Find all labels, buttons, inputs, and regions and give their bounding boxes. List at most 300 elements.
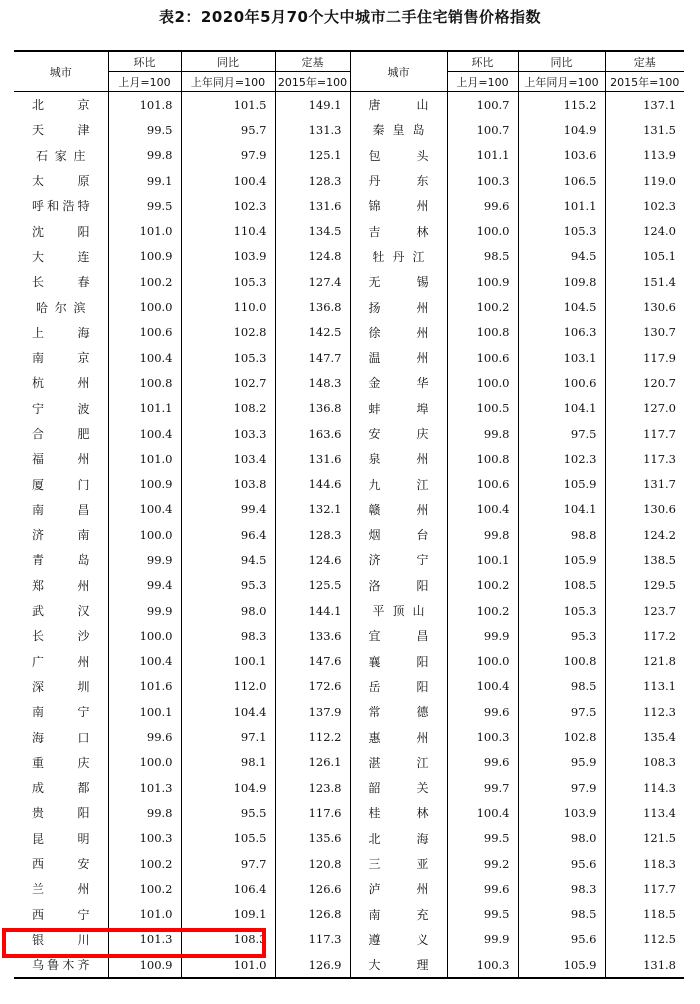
base-value: 131.6 xyxy=(275,446,350,471)
city-name: 长春 xyxy=(14,269,108,294)
base-value: 135.4 xyxy=(605,724,684,749)
city-name: 岳阳 xyxy=(350,674,447,699)
yoy-value: 101.1 xyxy=(518,193,605,218)
yoy-value: 105.3 xyxy=(518,218,605,243)
mom-value: 100.4 xyxy=(108,345,181,370)
base-value: 118.5 xyxy=(605,902,684,927)
city-name: 唐山 xyxy=(350,92,447,118)
table-row xyxy=(14,497,684,522)
city-name: 银川 xyxy=(14,927,108,952)
yoy-value: 95.6 xyxy=(518,851,605,876)
city-name: 南京 xyxy=(14,345,108,370)
header-yoy-sub: 上年同月=100 xyxy=(181,72,275,92)
city-name: 大连 xyxy=(14,244,108,269)
mom-value: 99.6 xyxy=(447,699,518,724)
yoy-value: 106.5 xyxy=(518,168,605,193)
city-name: 海口 xyxy=(14,724,108,749)
base-value: 117.7 xyxy=(605,421,684,446)
yoy-value: 102.8 xyxy=(181,320,275,345)
base-value: 113.4 xyxy=(605,800,684,825)
city-name: 三亚 xyxy=(350,851,447,876)
city-name: 秦皇岛 xyxy=(350,117,447,142)
table-body xyxy=(14,92,684,979)
mom-value: 101.0 xyxy=(108,446,181,471)
yoy-value: 95.7 xyxy=(181,117,275,142)
base-value: 117.3 xyxy=(275,927,350,952)
header-city: 城市 xyxy=(14,51,108,92)
city-name: 哈尔滨 xyxy=(14,294,108,319)
city-name: 西宁 xyxy=(14,902,108,927)
base-value: 117.6 xyxy=(275,800,350,825)
city-name: 济宁 xyxy=(350,547,447,572)
city-name: 南昌 xyxy=(14,497,108,522)
yoy-value: 105.3 xyxy=(518,598,605,623)
base-value: 117.3 xyxy=(605,446,684,471)
mom-value: 100.2 xyxy=(447,294,518,319)
base-value: 120.8 xyxy=(275,851,350,876)
mom-value: 100.4 xyxy=(447,674,518,699)
base-value: 131.8 xyxy=(605,952,684,978)
yoy-value: 105.3 xyxy=(181,345,275,370)
base-value: 117.2 xyxy=(605,623,684,648)
city-name: 大理 xyxy=(350,952,447,978)
yoy-value: 104.1 xyxy=(518,497,605,522)
base-value: 144.6 xyxy=(275,471,350,496)
base-value: 124.0 xyxy=(605,218,684,243)
base-value: 136.8 xyxy=(275,294,350,319)
mom-value: 99.6 xyxy=(447,876,518,901)
city-name: 锦州 xyxy=(350,193,447,218)
base-value: 130.7 xyxy=(605,320,684,345)
page-title: 表2：2020年5月70个大中城市二手住宅销售价格指数 xyxy=(159,8,541,26)
base-value: 130.6 xyxy=(605,497,684,522)
yoy-value: 106.4 xyxy=(181,876,275,901)
city-name: 烟台 xyxy=(350,522,447,547)
header-base: 定基 xyxy=(275,51,350,72)
base-value: 120.7 xyxy=(605,370,684,395)
mom-value: 100.3 xyxy=(447,952,518,978)
yoy-value: 103.9 xyxy=(518,800,605,825)
yoy-value: 97.5 xyxy=(518,699,605,724)
mom-value: 100.0 xyxy=(108,750,181,775)
mom-value: 100.9 xyxy=(108,952,181,978)
header-yoy: 同比 xyxy=(181,51,275,72)
yoy-value: 100.1 xyxy=(181,649,275,674)
yoy-value: 100.6 xyxy=(518,370,605,395)
base-value: 147.6 xyxy=(275,649,350,674)
base-value: 128.3 xyxy=(275,168,350,193)
mom-value: 99.6 xyxy=(447,193,518,218)
mom-value: 100.6 xyxy=(108,320,181,345)
yoy-value: 105.9 xyxy=(518,952,605,978)
base-value: 127.4 xyxy=(275,269,350,294)
base-value: 133.6 xyxy=(275,623,350,648)
table-row xyxy=(14,193,684,218)
base-value: 131.6 xyxy=(275,193,350,218)
table-row xyxy=(14,674,684,699)
city-name: 上海 xyxy=(14,320,108,345)
table-row xyxy=(14,92,684,118)
base-value: 121.8 xyxy=(605,649,684,674)
city-name: 武汉 xyxy=(14,598,108,623)
mom-value: 99.8 xyxy=(447,421,518,446)
mom-value: 99.8 xyxy=(447,522,518,547)
table-row xyxy=(14,876,684,901)
header-mom: 环比 xyxy=(447,51,518,72)
city-name: 北海 xyxy=(350,826,447,851)
city-name: 赣州 xyxy=(350,497,447,522)
header-yoy: 同比 xyxy=(518,51,605,72)
mom-value: 100.1 xyxy=(108,699,181,724)
city-name: 徐州 xyxy=(350,320,447,345)
yoy-value: 102.8 xyxy=(518,724,605,749)
table-row xyxy=(14,699,684,724)
yoy-value: 102.7 xyxy=(181,370,275,395)
yoy-value: 98.0 xyxy=(181,598,275,623)
mom-value: 101.6 xyxy=(108,674,181,699)
yoy-value: 109.8 xyxy=(518,269,605,294)
mom-value: 100.6 xyxy=(447,345,518,370)
yoy-value: 109.1 xyxy=(181,902,275,927)
city-name: 扬州 xyxy=(350,294,447,319)
table-row xyxy=(14,598,684,623)
table-row xyxy=(14,345,684,370)
mom-value: 100.2 xyxy=(108,851,181,876)
base-value: 124.2 xyxy=(605,522,684,547)
city-name: 宜昌 xyxy=(350,623,447,648)
base-value: 127.0 xyxy=(605,396,684,421)
base-value: 108.3 xyxy=(605,750,684,775)
mom-value: 100.2 xyxy=(447,598,518,623)
base-value: 102.3 xyxy=(605,193,684,218)
mom-value: 100.3 xyxy=(447,168,518,193)
base-value: 137.1 xyxy=(605,92,684,118)
table-row xyxy=(14,902,684,927)
yoy-value: 103.1 xyxy=(518,345,605,370)
yoy-value: 108.3 xyxy=(181,927,275,952)
yoy-value: 105.9 xyxy=(518,471,605,496)
city-name: 石家庄 xyxy=(14,143,108,168)
mom-value: 101.3 xyxy=(108,775,181,800)
mom-value: 100.9 xyxy=(108,244,181,269)
mom-value: 101.0 xyxy=(108,902,181,927)
mom-value: 99.7 xyxy=(447,775,518,800)
table-row xyxy=(14,800,684,825)
city-name: 福州 xyxy=(14,446,108,471)
table-row xyxy=(14,269,684,294)
yoy-value: 103.9 xyxy=(181,244,275,269)
mom-value: 100.7 xyxy=(447,92,518,118)
base-value: 113.1 xyxy=(605,674,684,699)
base-value: 151.4 xyxy=(605,269,684,294)
base-value: 105.1 xyxy=(605,244,684,269)
base-value: 125.5 xyxy=(275,573,350,598)
yoy-value: 97.9 xyxy=(181,143,275,168)
city-name: 吉林 xyxy=(350,218,447,243)
table-row xyxy=(14,370,684,395)
city-name: 成都 xyxy=(14,775,108,800)
base-value: 137.9 xyxy=(275,699,350,724)
table-row xyxy=(14,952,684,978)
yoy-value: 99.4 xyxy=(181,497,275,522)
mom-value: 99.8 xyxy=(108,800,181,825)
header-base-sub: 2015年=100 xyxy=(275,72,350,92)
yoy-value: 98.8 xyxy=(518,522,605,547)
base-value: 126.9 xyxy=(275,952,350,978)
table-row xyxy=(14,421,684,446)
mom-value: 99.5 xyxy=(447,902,518,927)
mom-value: 100.0 xyxy=(108,294,181,319)
base-value: 163.6 xyxy=(275,421,350,446)
mom-value: 99.9 xyxy=(108,598,181,623)
header-yoy-sub: 上年同月=100 xyxy=(518,72,605,92)
table-row xyxy=(14,851,684,876)
mom-value: 101.0 xyxy=(108,218,181,243)
mom-value: 99.9 xyxy=(447,927,518,952)
yoy-value: 102.3 xyxy=(518,446,605,471)
base-value: 112.2 xyxy=(275,724,350,749)
mom-value: 99.5 xyxy=(108,117,181,142)
city-name: 北京 xyxy=(14,92,108,118)
base-value: 118.3 xyxy=(605,851,684,876)
yoy-value: 96.4 xyxy=(181,522,275,547)
yoy-value: 100.8 xyxy=(518,649,605,674)
base-value: 113.9 xyxy=(605,143,684,168)
city-name: 青岛 xyxy=(14,547,108,572)
mom-value: 101.1 xyxy=(447,143,518,168)
mom-value: 100.3 xyxy=(447,724,518,749)
yoy-value: 105.3 xyxy=(181,269,275,294)
mom-value: 100.2 xyxy=(447,573,518,598)
city-name: 合肥 xyxy=(14,421,108,446)
yoy-value: 104.9 xyxy=(518,117,605,142)
base-value: 126.6 xyxy=(275,876,350,901)
mom-value: 100.4 xyxy=(108,497,181,522)
mom-value: 100.0 xyxy=(447,370,518,395)
base-value: 114.3 xyxy=(605,775,684,800)
base-value: 129.5 xyxy=(605,573,684,598)
header-base: 定基 xyxy=(605,51,684,72)
base-value: 117.9 xyxy=(605,345,684,370)
yoy-value: 105.5 xyxy=(181,826,275,851)
yoy-value: 104.4 xyxy=(181,699,275,724)
city-name: 包头 xyxy=(350,143,447,168)
yoy-value: 94.5 xyxy=(518,244,605,269)
base-value: 112.3 xyxy=(605,699,684,724)
table-row xyxy=(14,218,684,243)
city-name: 温州 xyxy=(350,345,447,370)
base-value: 124.8 xyxy=(275,244,350,269)
yoy-value: 108.5 xyxy=(518,573,605,598)
mom-value: 100.1 xyxy=(447,547,518,572)
base-value: 138.5 xyxy=(605,547,684,572)
table-row xyxy=(14,649,684,674)
city-name: 蚌埠 xyxy=(350,396,447,421)
base-value: 147.7 xyxy=(275,345,350,370)
city-name: 深圳 xyxy=(14,674,108,699)
mom-value: 100.2 xyxy=(108,269,181,294)
base-value: 135.6 xyxy=(275,826,350,851)
city-name: 昆明 xyxy=(14,826,108,851)
city-name: 西安 xyxy=(14,851,108,876)
city-name: 南宁 xyxy=(14,699,108,724)
yoy-value: 104.1 xyxy=(518,396,605,421)
yoy-value: 110.4 xyxy=(181,218,275,243)
header-city: 城市 xyxy=(350,51,447,92)
table-row xyxy=(14,522,684,547)
base-value: 126.8 xyxy=(275,902,350,927)
mom-value: 100.7 xyxy=(447,117,518,142)
base-value: 136.8 xyxy=(275,396,350,421)
city-name: 襄阳 xyxy=(350,649,447,674)
table-row xyxy=(14,168,684,193)
base-value: 119.0 xyxy=(605,168,684,193)
yoy-value: 94.5 xyxy=(181,547,275,572)
city-name: 厦门 xyxy=(14,471,108,496)
table-row xyxy=(14,547,684,572)
city-name: 牡丹江 xyxy=(350,244,447,269)
city-name: 天津 xyxy=(14,117,108,142)
city-name: 呼和浩特 xyxy=(14,193,108,218)
yoy-value: 104.5 xyxy=(518,294,605,319)
yoy-value: 108.2 xyxy=(181,396,275,421)
table-row xyxy=(14,573,684,598)
table-row xyxy=(14,471,684,496)
yoy-value: 95.6 xyxy=(518,927,605,952)
header-mom-sub: 上月=100 xyxy=(447,72,518,92)
base-value: 124.6 xyxy=(275,547,350,572)
city-name: 郑州 xyxy=(14,573,108,598)
mom-value: 99.9 xyxy=(108,547,181,572)
base-value: 125.1 xyxy=(275,143,350,168)
yoy-value: 95.9 xyxy=(518,750,605,775)
mom-value: 100.0 xyxy=(108,623,181,648)
mom-value: 99.9 xyxy=(447,623,518,648)
yoy-value: 98.3 xyxy=(518,876,605,901)
mom-value: 101.8 xyxy=(108,92,181,118)
table-row xyxy=(14,396,684,421)
table-row xyxy=(14,724,684,749)
header-base-sub: 2015年=100 xyxy=(605,72,684,92)
city-name: 湛江 xyxy=(350,750,447,775)
mom-value: 100.4 xyxy=(447,497,518,522)
base-value: 126.1 xyxy=(275,750,350,775)
city-name: 遵义 xyxy=(350,927,447,952)
yoy-value: 104.9 xyxy=(181,775,275,800)
base-value: 117.7 xyxy=(605,876,684,901)
table-row xyxy=(14,294,684,319)
table-header xyxy=(14,51,684,92)
yoy-value: 98.5 xyxy=(518,902,605,927)
yoy-value: 102.3 xyxy=(181,193,275,218)
base-value: 142.5 xyxy=(275,320,350,345)
city-name: 泸州 xyxy=(350,876,447,901)
city-name: 南充 xyxy=(350,902,447,927)
mom-value: 100.0 xyxy=(447,649,518,674)
table-row xyxy=(14,775,684,800)
mom-value: 99.2 xyxy=(447,851,518,876)
yoy-value: 103.6 xyxy=(518,143,605,168)
mom-value: 100.4 xyxy=(108,649,181,674)
mom-value: 100.3 xyxy=(108,826,181,851)
city-name: 丹东 xyxy=(350,168,447,193)
base-value: 149.1 xyxy=(275,92,350,118)
base-value: 131.3 xyxy=(275,117,350,142)
mom-value: 100.8 xyxy=(447,320,518,345)
yoy-value: 95.3 xyxy=(181,573,275,598)
base-value: 123.7 xyxy=(605,598,684,623)
city-name: 韶关 xyxy=(350,775,447,800)
mom-value: 99.5 xyxy=(108,193,181,218)
yoy-value: 103.3 xyxy=(181,421,275,446)
yoy-value: 97.1 xyxy=(181,724,275,749)
yoy-value: 97.7 xyxy=(181,851,275,876)
yoy-value: 103.8 xyxy=(181,471,275,496)
yoy-value: 98.1 xyxy=(181,750,275,775)
city-name: 无锡 xyxy=(350,269,447,294)
base-value: 131.7 xyxy=(605,471,684,496)
mom-value: 99.6 xyxy=(108,724,181,749)
city-name: 九江 xyxy=(350,471,447,496)
base-value: 123.8 xyxy=(275,775,350,800)
mom-value: 100.0 xyxy=(447,218,518,243)
mom-value: 99.5 xyxy=(447,826,518,851)
yoy-value: 95.3 xyxy=(518,623,605,648)
base-value: 131.5 xyxy=(605,117,684,142)
city-name: 平顶山 xyxy=(350,598,447,623)
yoy-value: 100.4 xyxy=(181,168,275,193)
base-value: 148.3 xyxy=(275,370,350,395)
city-name: 惠州 xyxy=(350,724,447,749)
city-name: 贵阳 xyxy=(14,800,108,825)
mom-value: 100.5 xyxy=(447,396,518,421)
mom-value: 100.6 xyxy=(447,471,518,496)
table-row xyxy=(14,826,684,851)
price-index-table xyxy=(14,50,684,979)
yoy-value: 95.5 xyxy=(181,800,275,825)
yoy-value: 101.5 xyxy=(181,92,275,118)
city-name: 长沙 xyxy=(14,623,108,648)
mom-value: 100.9 xyxy=(108,471,181,496)
city-name: 宁波 xyxy=(14,396,108,421)
yoy-value: 98.5 xyxy=(518,674,605,699)
table-row xyxy=(14,446,684,471)
mom-value: 100.4 xyxy=(108,421,181,446)
city-name: 广州 xyxy=(14,649,108,674)
city-name: 太原 xyxy=(14,168,108,193)
city-name: 安庆 xyxy=(350,421,447,446)
base-value: 134.5 xyxy=(275,218,350,243)
yoy-value: 105.9 xyxy=(518,547,605,572)
base-value: 128.3 xyxy=(275,522,350,547)
yoy-value: 101.0 xyxy=(181,952,275,978)
mom-value: 99.8 xyxy=(108,143,181,168)
base-value: 144.1 xyxy=(275,598,350,623)
table-row xyxy=(14,143,684,168)
table-row xyxy=(14,750,684,775)
yoy-value: 103.4 xyxy=(181,446,275,471)
mom-value: 99.4 xyxy=(108,573,181,598)
mom-value: 101.3 xyxy=(108,927,181,952)
yoy-value: 115.2 xyxy=(518,92,605,118)
table-row xyxy=(14,320,684,345)
mom-value: 100.2 xyxy=(108,876,181,901)
base-value: 121.5 xyxy=(605,826,684,851)
table-row xyxy=(14,927,684,952)
city-name: 泉州 xyxy=(350,446,447,471)
table-row xyxy=(14,117,684,142)
table-row xyxy=(14,623,684,648)
